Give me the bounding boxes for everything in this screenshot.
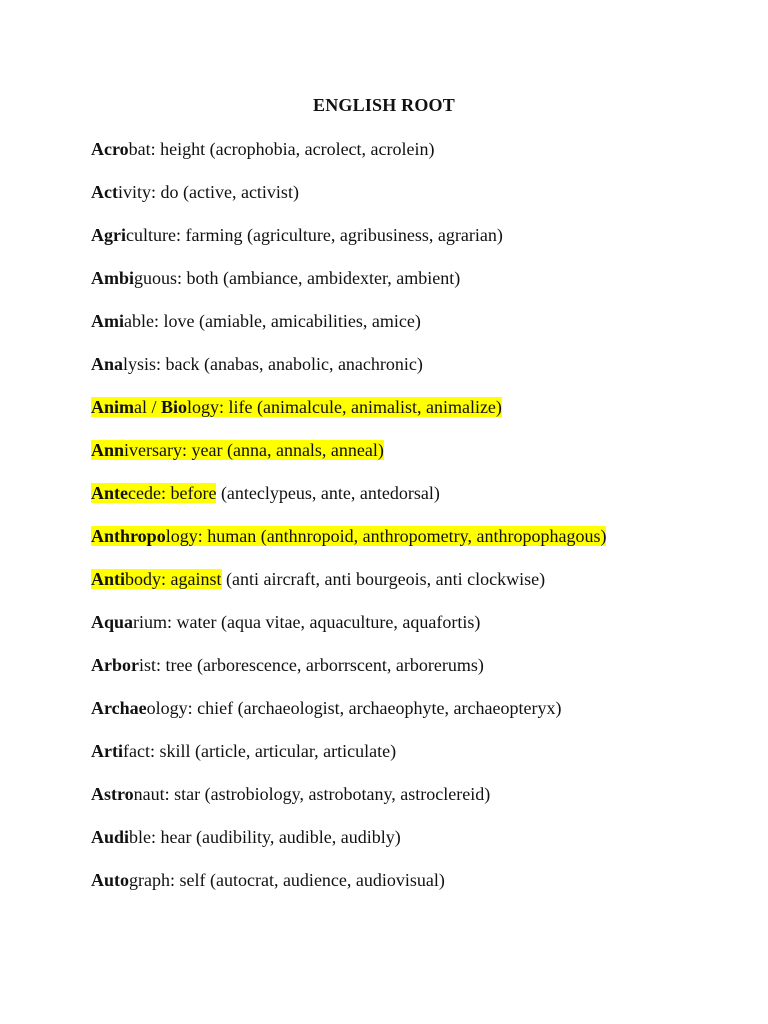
root-segment: Anthropo — [91, 526, 166, 546]
definition-segment: al / — [134, 397, 162, 417]
definition-segment: naut: star (astrobiology, astrobotany, astroclereid) — [133, 784, 491, 804]
list-item — [91, 438, 751, 481]
definition-segment: ology: chief (archaeologist, archaeophyte, archaeopteryx) — [146, 698, 562, 718]
list-item — [91, 180, 751, 223]
root-segment: Anti — [91, 569, 126, 589]
list-item — [91, 352, 751, 395]
root-segment: Audi — [91, 827, 130, 847]
root-segment: Ami — [91, 311, 124, 331]
root-segment: Astro — [91, 784, 134, 804]
root-segment: Ana — [91, 354, 124, 374]
definition-segment: body: against — [125, 569, 222, 589]
definition-segment: cede: before — [128, 483, 217, 503]
list-item — [91, 653, 751, 696]
root-segment: Bio — [161, 397, 188, 417]
root-segment: Anim — [91, 397, 135, 417]
root-segment: Agri — [91, 225, 126, 245]
definition-segment: guous: both (ambiance, ambidexter, ambient) — [134, 268, 461, 288]
root-segment: Auto — [91, 870, 130, 890]
root-segment: Ann — [91, 440, 125, 460]
definition-segment: rium: water (aqua vitae, aquaculture, aquafortis) — [133, 612, 481, 632]
root-segment: Arti — [91, 741, 123, 761]
definition-segment: culture: farming (agriculture, agribusiness, agrarian) — [126, 225, 503, 245]
definition-segment: fact: skill (article, articular, articulate) — [122, 741, 397, 761]
root-segment: Ambi — [91, 268, 135, 288]
list-item — [91, 481, 751, 524]
root-segment: Acro — [91, 139, 129, 159]
root-segment: Archae — [91, 698, 147, 718]
definition-segment: (anti aircraft, anti bourgeois, anti clockwise) — [221, 569, 546, 589]
definition-segment: bat: height (acrophobia, acrolect, acrolein) — [128, 139, 435, 159]
definition-segment: able: love (amiable, amicabilities, amice) — [124, 311, 421, 331]
definition-segment: ivity: do (active, activist) — [117, 182, 299, 202]
definition-segment: logy: human (anthnropoid, anthropometry, anthropophagous) — [165, 526, 607, 546]
root-segment: Arbor — [91, 655, 139, 675]
list-item — [91, 782, 751, 825]
root-word-list — [91, 137, 751, 911]
list-item — [91, 309, 751, 352]
definition-segment: ble: hear (audibility, audible, audibly) — [129, 827, 401, 847]
definition-segment: lysis: back (anabas, anabolic, anachronic) — [123, 354, 423, 374]
list-item — [91, 137, 751, 180]
root-segment: Act — [91, 182, 118, 202]
list-item — [91, 610, 751, 653]
list-item — [91, 739, 751, 782]
list-item — [91, 395, 751, 438]
list-item — [91, 696, 751, 739]
list-item — [91, 868, 751, 911]
definition-segment: (anteclypeus, ante, antedorsal) — [216, 483, 440, 503]
definition-segment: graph: self (autocrat, audience, audiovisual) — [129, 870, 445, 890]
definition-segment: logy: life (animalcule, animalist, animalize) — [187, 397, 502, 417]
list-item — [91, 524, 751, 567]
root-segment: Ante — [91, 483, 128, 503]
list-item — [91, 567, 751, 610]
list-item — [91, 266, 751, 309]
definition-segment: ist: tree (arborescence, arborrscent, arborerums) — [139, 655, 484, 675]
definition-segment: iversary: year (anna, annals, anneal) — [124, 440, 384, 460]
root-segment: Aqua — [91, 612, 134, 632]
page-title: ENGLISH ROOT — [313, 95, 455, 115]
list-item — [91, 825, 751, 868]
list-item — [91, 223, 751, 266]
